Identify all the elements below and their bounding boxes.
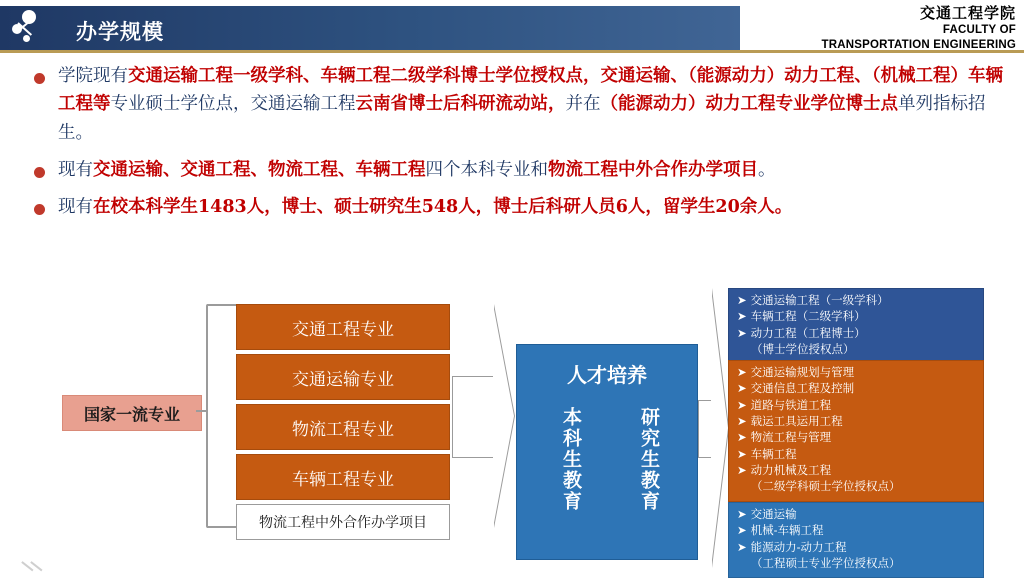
list-item-label: 车辆工程 bbox=[750, 448, 797, 461]
master-note: （二级学科硕士学位授权点） bbox=[751, 481, 901, 494]
list-item-label: 动力机械及工程 bbox=[750, 464, 832, 477]
bullet-segment: 现有 bbox=[58, 160, 93, 181]
brace-connector bbox=[206, 304, 238, 528]
major-box-cooperative-program: 物流工程中外合作办学项目 bbox=[236, 504, 450, 540]
arrow-bullet-icon: ➤ bbox=[737, 525, 747, 538]
major-box-logistics-engineering: 物流工程专业 bbox=[236, 404, 450, 450]
bullet-segment: 在校本科学生1483人，博士、硕士研究生548人，博士后科研人员6人，留学生20余人。 bbox=[93, 197, 793, 218]
arrow-right-icon-1 bbox=[452, 304, 514, 528]
bullet-segment: 四个本科专业和 bbox=[425, 160, 548, 181]
list-item bbox=[737, 447, 977, 463]
professional-master-box bbox=[728, 502, 984, 578]
school-name-en-line1: FACULTY OF bbox=[942, 24, 1016, 37]
arrow-shaft bbox=[452, 376, 495, 458]
list-item-label: 车辆工程（二级学科） bbox=[750, 311, 866, 324]
undergraduate-education-label: 本科生教育 bbox=[560, 407, 581, 512]
bullet-segment: 物流工程中外合作办学项目 bbox=[548, 160, 758, 181]
list-item bbox=[737, 309, 977, 325]
bullet-text-2 bbox=[58, 156, 1003, 184]
bullet-dot-icon bbox=[34, 73, 45, 84]
logo-dot-small bbox=[23, 35, 30, 42]
bullet-segment: 交通运输、交通工程、物流工程、车辆工程 bbox=[93, 160, 426, 181]
arrow-bullet-icon: ➤ bbox=[737, 311, 747, 324]
bullet-item bbox=[28, 193, 1003, 221]
arrow-bullet-icon: ➤ bbox=[737, 464, 747, 477]
list-item-label: 动力工程（工程博士） bbox=[750, 327, 866, 340]
list-item-label: 交通运输工程（一级学科） bbox=[750, 295, 889, 307]
bullet-segment: 现有 bbox=[58, 197, 93, 218]
arrow-bullet-icon: ➤ bbox=[737, 367, 747, 379]
list-item bbox=[737, 414, 977, 430]
bullet-text-3 bbox=[58, 193, 1003, 221]
major-box-traffic-engineering: 交通工程专业 bbox=[236, 304, 450, 350]
bullet-dot-icon bbox=[34, 167, 45, 178]
arrow-bullet-icon: ➤ bbox=[737, 541, 747, 554]
list-item-label: 载运工具运用工程 bbox=[750, 415, 843, 428]
arrow-bullet-icon: ➤ bbox=[737, 448, 747, 461]
arrow-bullet-icon: ➤ bbox=[737, 295, 747, 307]
molecule-logo-icon bbox=[8, 8, 64, 48]
list-item bbox=[737, 381, 977, 397]
major-box-vehicle-engineering: 车辆工程专业 bbox=[236, 454, 450, 500]
talent-cultivation-title: 人才培养 bbox=[567, 365, 647, 387]
list-item-label: 物流工程与管理 bbox=[750, 432, 832, 445]
bullet-item bbox=[28, 62, 1003, 147]
major-box-transportation: 交通运输专业 bbox=[236, 354, 450, 400]
bullet-segment: （能源动力）动力工程专业学位博士点 bbox=[600, 94, 898, 115]
list-item bbox=[737, 463, 977, 479]
page-title: 办学规模 bbox=[76, 21, 164, 44]
arrow-bullet-icon: ➤ bbox=[737, 432, 747, 445]
master-programs-box bbox=[728, 360, 984, 502]
bullet-text-1 bbox=[58, 62, 1003, 147]
arrow-head bbox=[493, 304, 514, 528]
arrow-bullet-icon: ➤ bbox=[737, 399, 747, 412]
arrow-bullet-icon: ➤ bbox=[737, 415, 747, 428]
bullet-dot-icon bbox=[34, 204, 45, 215]
arrow-bullet-icon: ➤ bbox=[737, 509, 747, 521]
talent-cultivation-box bbox=[516, 344, 698, 560]
arrow-head bbox=[711, 288, 728, 568]
list-item bbox=[737, 430, 977, 446]
bullet-segment: 单列指标招生。 bbox=[58, 94, 986, 143]
list-item-label: 机械-车辆工程 bbox=[750, 525, 824, 538]
list-item-label: 交通运输 bbox=[750, 509, 797, 521]
professional-note: （工程硕士专业学位授权点） bbox=[751, 557, 901, 570]
list-item bbox=[737, 326, 977, 342]
bullet-list bbox=[28, 62, 1003, 231]
national-first-class-label: 国家一流专业 bbox=[62, 395, 202, 431]
bullet-segment: 专业硕士学位点，交通运输工程 bbox=[110, 94, 356, 115]
list-item-label: 道路与铁道工程 bbox=[750, 399, 832, 412]
arrow-bullet-icon: ➤ bbox=[737, 327, 747, 340]
program-structure-diagram bbox=[0, 282, 1024, 575]
corner-decoration-icon bbox=[22, 557, 44, 569]
bullet-segment: 学院现有 bbox=[58, 66, 128, 86]
list-item bbox=[737, 507, 977, 523]
school-name-en-line2: TRANSPORTATION ENGINEERING bbox=[821, 38, 1016, 51]
doctoral-note: （博士学位授权点） bbox=[751, 343, 855, 356]
list-item bbox=[737, 523, 977, 539]
list-item bbox=[737, 365, 977, 381]
logo-dot-large bbox=[22, 10, 36, 24]
list-item-label: 能源动力-动力工程 bbox=[750, 541, 847, 554]
bullet-segment: 并在 bbox=[565, 94, 601, 115]
bullet-segment: 。 bbox=[758, 160, 776, 181]
arrow-right-icon-2 bbox=[698, 288, 728, 568]
list-item-label: 交通运输规划与管理 bbox=[750, 367, 855, 379]
doctoral-programs-box bbox=[728, 288, 984, 364]
arrow-bullet-icon: ➤ bbox=[737, 383, 747, 396]
list-item-label: 交通信息工程及控制 bbox=[750, 383, 855, 396]
school-identity bbox=[821, 4, 1016, 53]
logo-dot-medium bbox=[12, 24, 22, 34]
bullet-segment: 交通运输工程一级学科、车辆工程二级学科博士学位授权点，交通运输、（能源动力）动力工程、（机械工程）车辆工程等 bbox=[58, 66, 1003, 115]
list-item bbox=[737, 293, 977, 309]
bullet-item bbox=[28, 156, 1003, 184]
list-item bbox=[737, 398, 977, 414]
school-name-cn: 交通工程学院 bbox=[919, 5, 1016, 22]
bullet-segment: 云南省博士后科研流动站， bbox=[355, 94, 566, 115]
list-item bbox=[737, 540, 977, 556]
graduate-education-label: 研究生教育 bbox=[638, 407, 659, 512]
